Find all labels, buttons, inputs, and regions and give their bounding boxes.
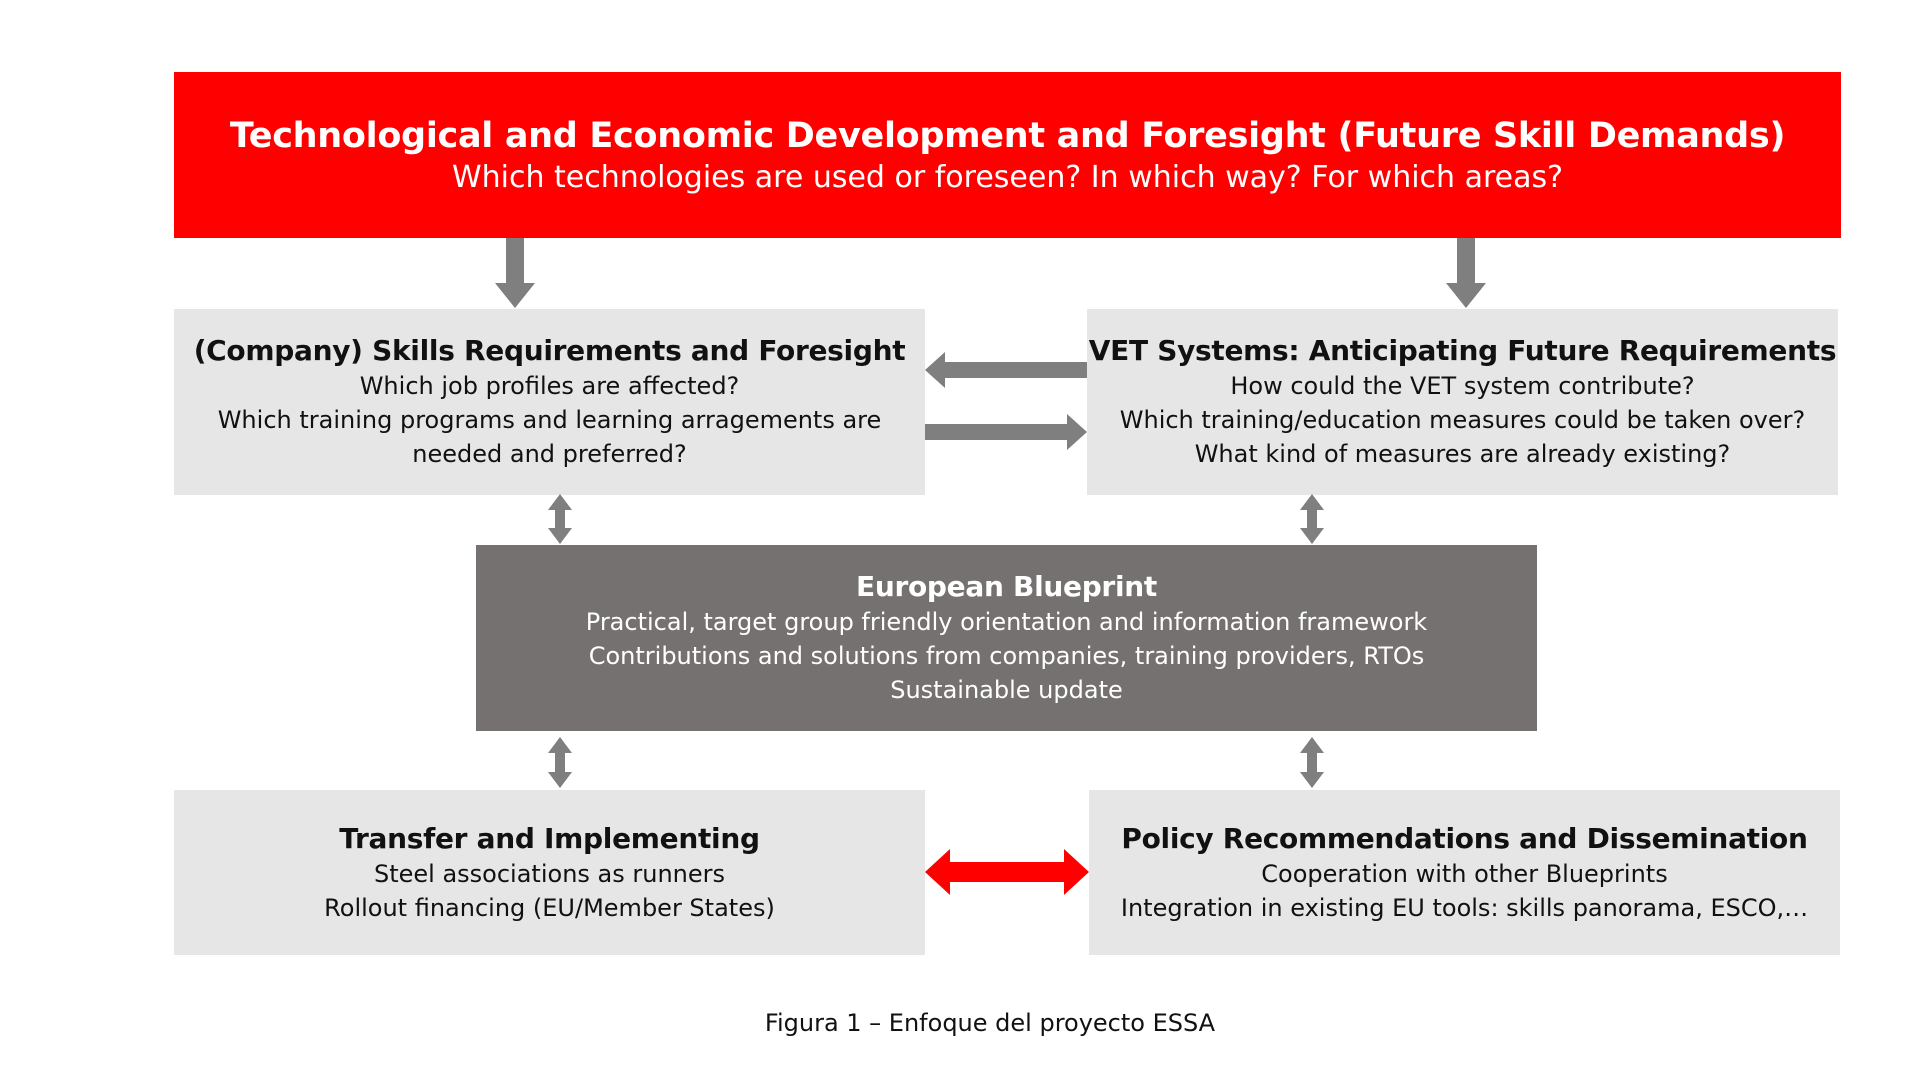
blueprint-box-title: European Blueprint [856, 570, 1157, 603]
vet-box-line: Which training/education measures could be taken over? [1119, 406, 1806, 434]
transfer-box-title: Transfer and Implementing [339, 821, 760, 855]
transfer-implementing-box [174, 790, 925, 955]
blueprint-box-line: Practical, target group friendly orientation and information framework [585, 608, 1428, 636]
vet-systems-box [1087, 309, 1838, 495]
top-box-subtitle: Which technologies are used or foreseen? In which way? For which areas? [451, 160, 1564, 195]
blueprint-box-line: Contributions and solutions from companies, training providers, RTOs [588, 642, 1425, 670]
vet-box-title: VET Systems: Anticipating Future Requirements [1088, 334, 1837, 367]
double-arrow-skills-blueprint [548, 494, 572, 544]
double-arrow-blueprint-policy [1300, 737, 1324, 788]
red-double-arrow-transfer-policy [925, 849, 1089, 895]
vet-box-line: What kind of measures are already existing? [1194, 440, 1731, 468]
policy-box-line: Integration in existing EU tools: skills panorama, ESCO,… [1120, 893, 1809, 922]
blueprint-box-line: Sustainable update [890, 676, 1123, 704]
double-arrow-blueprint-transfer [548, 737, 572, 788]
skills-box-line: Which training programs and learning arragements are [217, 406, 882, 434]
top-box [174, 72, 1841, 238]
left-arrow-vet-to-skills [925, 352, 1087, 388]
policy-box-title: Policy Recommendations and Dissemination [1121, 821, 1808, 855]
policy-box-line: Cooperation with other Blueprints [1261, 859, 1668, 888]
down-arrow-left [495, 238, 535, 308]
down-arrow-right [1446, 238, 1486, 308]
figure-caption: Figura 1 – Enfoque del proyecto ESSA [764, 1009, 1216, 1037]
top-box-title: Technological and Economic Development and Foresight (Future Skill Demands) [229, 116, 1786, 156]
vet-box-line: How could the VET system contribute? [1230, 372, 1695, 400]
skills-box-title: (Company) Skills Requirements and Foresight [193, 334, 906, 367]
transfer-box-line: Steel associations as runners [373, 859, 726, 888]
double-arrow-vet-blueprint [1300, 494, 1324, 544]
policy-recommendations-box [1089, 790, 1840, 955]
skills-requirements-box [174, 309, 925, 495]
transfer-box-line: Rollout financing (EU/Member States) [324, 893, 775, 922]
skills-box-line: needed and preferred? [412, 440, 687, 468]
european-blueprint-box [476, 545, 1537, 731]
right-arrow-skills-to-vet [925, 414, 1087, 450]
skills-box-line: Which job profiles are affected? [359, 372, 740, 400]
